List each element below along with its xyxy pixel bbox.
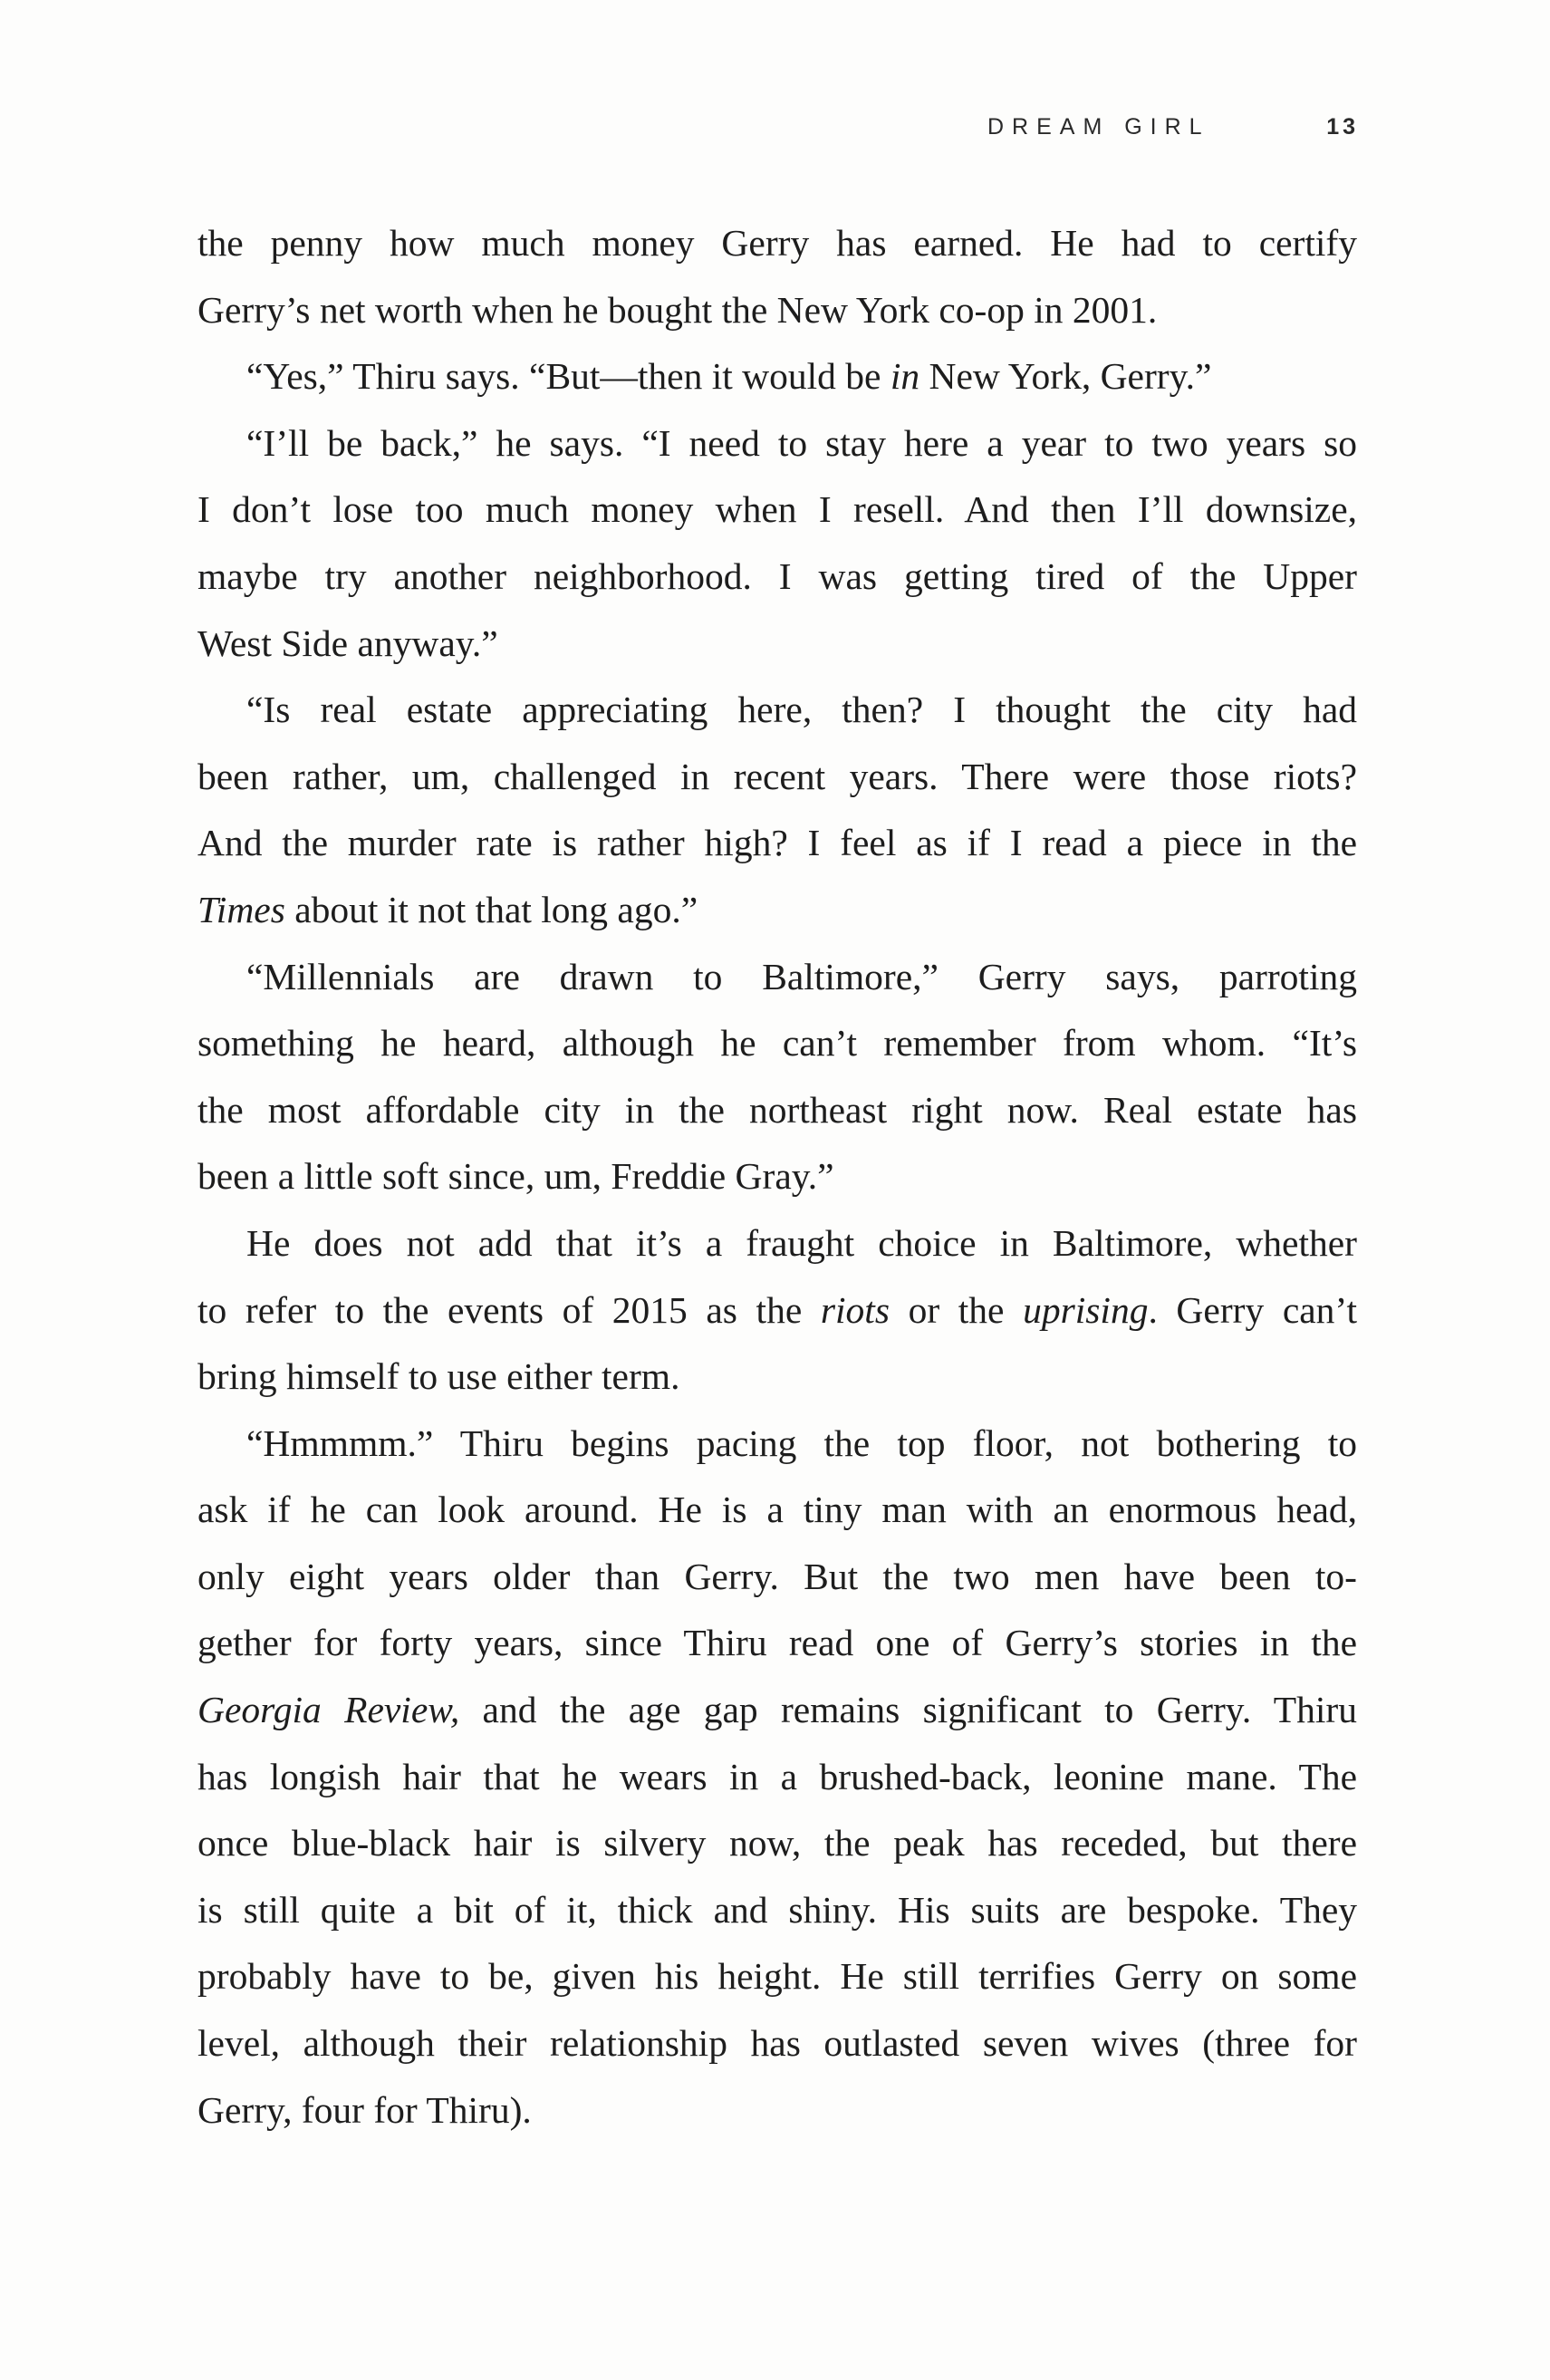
book-title: DREAM GIRL <box>987 114 1210 140</box>
text-line: Times about it not that long ago.” <box>197 888 698 930</box>
text-line: “Is real estate appreciating here, then? I thought the city had <box>246 689 1357 731</box>
page-number: 13 <box>1326 114 1359 140</box>
text-line: probably have to be, given his height. He still terrifies Gerry on some <box>197 1955 1357 1998</box>
text-line: “I’ll be back,” he says. “I need to stay here a year to two years so <box>246 421 1357 464</box>
text-line: level, although their relationship has outlasted seven wives (three for <box>197 2022 1357 2065</box>
text-line: been rather, um, challenged in recent years. There were those riots? <box>197 755 1357 797</box>
text-line: West Side anyway.” <box>197 621 498 664</box>
text-line: has longish hair that he wears in a brushed-back, leonine mane. The <box>197 1755 1357 1797</box>
text-line: He does not add that it’s a fraught choice in Baltimore, whether <box>246 1221 1357 1264</box>
text-line: the most affordable city in the northeast right now. Real estate has <box>197 1088 1357 1131</box>
text-line: And the murder rate is rather high? I feel as if I read a piece in the <box>197 822 1357 864</box>
body-text <box>197 210 1357 2144</box>
text-line: to refer to the events of 2015 as the riots or the uprising. Gerry can’t <box>197 1288 1358 1331</box>
text-line: “Yes,” Thiru says. “But—then it would be in New York, Gerry.” <box>246 355 1212 398</box>
text-line: ask if he can look around. He is a tiny man with an enormous head, <box>197 1489 1357 1531</box>
text-line: the penny how much money Gerry has earned. He had to certify <box>197 222 1357 264</box>
text-line: maybe try another neighborhood. I was getting tired of the Upper <box>197 554 1357 597</box>
text-line: something he heard, although he can’t remember from whom. “It’s <box>197 1022 1357 1065</box>
text-line: is still quite a bit of it, thick and shiny. His suits are bespoke. They <box>197 1888 1357 1931</box>
text-line: I don’t lose too much money when I resell. And then I’ll downsize, <box>197 488 1357 531</box>
text-line: Gerry’s net worth when he bought the New York co-op in 2001. <box>197 288 1158 331</box>
text-line: “Millennials are drawn to Baltimore,” Gerry says, parroting <box>246 955 1357 997</box>
text-line: bring himself to use either term. <box>197 1355 680 1398</box>
running-head <box>987 114 1359 150</box>
text-line: “Hmmmm.” Thiru begins pacing the top floor, not bothering to <box>246 1421 1357 1464</box>
text-line: been a little soft since, um, Freddie Gray.” <box>197 1155 834 1198</box>
text-line: gether for forty years, since Thiru read one of Gerry’s stories in the <box>197 1622 1357 1664</box>
text-line: only eight years older than Gerry. But the two men have been to- <box>197 1555 1357 1597</box>
text-line: once blue-black hair is silvery now, the peak has receded, but there <box>197 1822 1357 1864</box>
text-line: Gerry, four for Thiru). <box>197 2088 532 2131</box>
text-line: Georgia Review, and the age gap remains significant to Gerry. Thiru <box>197 1689 1357 1731</box>
